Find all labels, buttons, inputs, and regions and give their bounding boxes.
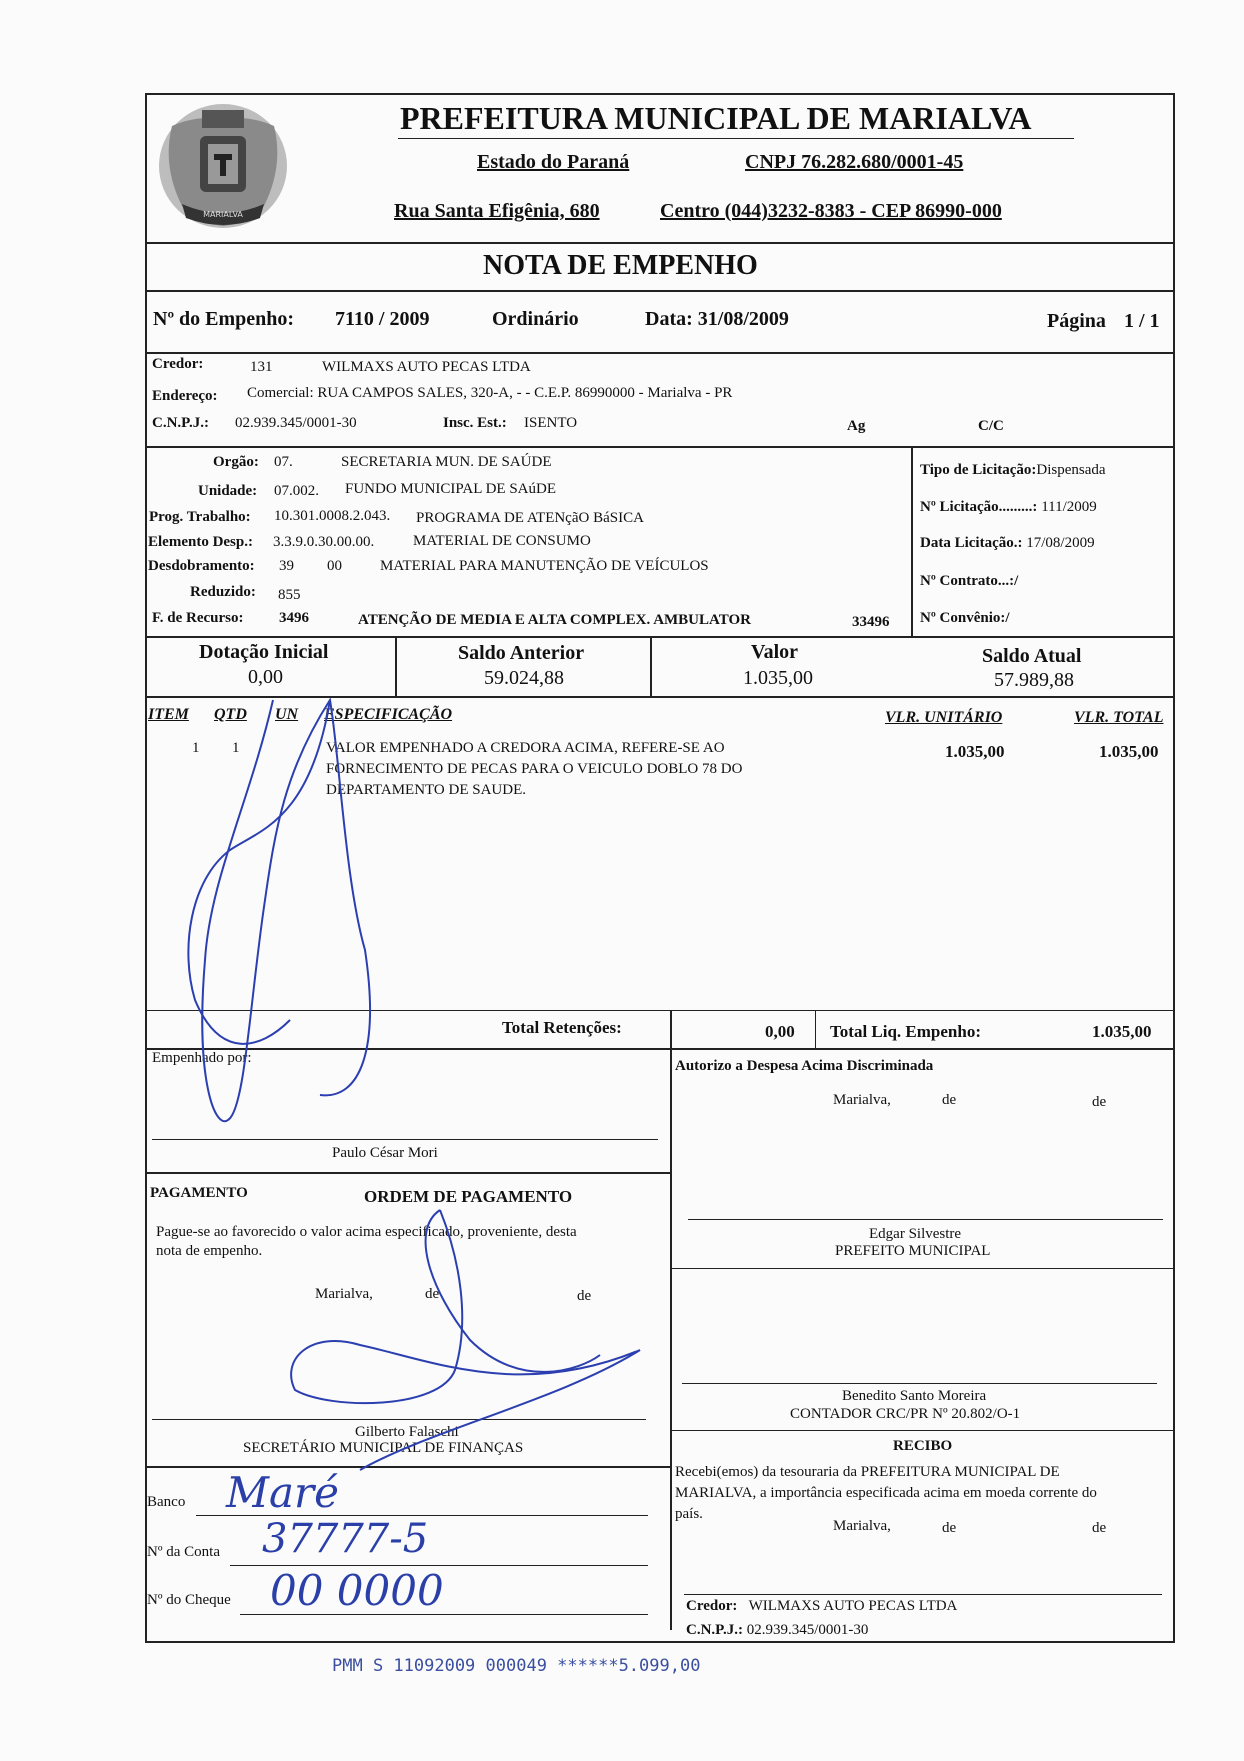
previous-balance-value: 59.024,88 [484,667,564,689]
creditor-code: 131 [250,359,273,375]
net-total-label: Total Liq. Empenho: [830,1022,981,1041]
secretary-name: Gilberto Falaschi [355,1424,459,1440]
convenio-number: Nº Convênio:/ [920,610,1010,626]
page-label: Página [1047,310,1106,332]
payment-de: de [425,1286,440,1302]
current-balance-value: 57.989,88 [994,669,1074,691]
receipt-label: RECIBO [893,1438,953,1454]
reduzido-code: 855 [278,587,301,603]
col-item: ITEM [148,706,189,723]
creditor-address: Comercial: RUA CAMPOS SALES, 320-A, - - C.E.P. 86990000 - Marialva - PR [247,385,733,401]
page-title: PREFEITURA MUNICIPAL DE MARIALVA [400,100,1032,136]
creditor-cnpj: 02.939.345/0001-30 [235,415,357,431]
desdobramento-desc: MATERIAL PARA MANUTENÇÃO DE VEÍCULOS [380,558,709,574]
element-label: Elemento Desp.: [148,534,253,550]
receipt-cnpj: C.N.P.J.: 02.939.345/0001-30 [686,1622,869,1638]
issued-by-name: Paulo César Mori [332,1145,438,1161]
orgao-label: Orgão: [213,454,259,470]
authorize-de: de [942,1092,957,1108]
dotacao-initial-value: 0,00 [248,666,283,688]
signature-line [688,1219,1163,1220]
amount-value: 1.035,00 [743,667,813,689]
empenho-date: Data: 31/08/2009 [645,308,789,330]
account-label: C/C [978,418,1004,434]
desdobramento-label: Desdobramento: [148,558,255,574]
recurso-full-code: 33496 [852,614,890,630]
divider [145,1048,1175,1050]
divider [911,446,913,636]
orgao-desc: SECRETARIA MUN. DE SAÚDE [341,454,552,470]
amount-label: Valor [751,641,799,663]
licitacao-number: Nº Licitação.........: 111/2009 [920,499,1097,515]
unidade-desc: FUNDO MUNICIPAL DE SAúDE [345,481,556,497]
payment-city: Marialva, [315,1286,373,1302]
account-number-label: Nº da Conta [147,1544,220,1560]
prog-desc: PROGRAMA DE ATENçãO BáSICA [416,510,644,526]
accountant-title: CONTADOR CRC/PR Nº 20.802/O-1 [790,1406,1021,1422]
current-balance-label: Saldo Atual [982,645,1082,667]
col-qtd: QTD [214,706,247,723]
retentions-value: 0,00 [765,1022,795,1041]
licitacao-type: Tipo de Licitação:Dispensada [920,462,1106,478]
divider [650,636,652,696]
receipt-city: Marialva, [833,1518,891,1534]
divider [145,1010,1175,1011]
divider [145,290,1175,292]
authorize-label: Autorizo a Despesa Acima Discriminada [675,1058,934,1074]
payment-de: de [577,1288,592,1304]
bank-handwritten: Maré [226,1468,339,1517]
dotacao-initial-label: Dotação Inicial [199,641,329,663]
divider [670,1430,1175,1431]
col-total: VLR. TOTAL [1074,709,1164,726]
authorize-city: Marialva, [833,1092,891,1108]
divider [145,446,1175,448]
address-rest: Centro (044)3232-8383 - CEP 86990-000 [660,200,1002,222]
street-address: Rua Santa Efigênia, 680 [394,200,600,222]
payment-text-line: nota de empenho. [156,1243,263,1259]
divider [670,1268,1175,1269]
issued-by-label: Empenhado por: [152,1050,252,1066]
receipt-de: de [942,1520,957,1536]
state-label: Estado do Paraná [477,151,630,173]
check-handwritten: 00 0000 [270,1566,444,1615]
receipt-text-line: MARIALVA, a importância especificada acima em moeda corrente do [675,1485,1097,1501]
divider [145,696,1175,698]
divider [145,1466,670,1468]
recurso-label: F. de Recurso: [152,610,244,626]
bank-label: Banco [147,1494,186,1510]
signature-line [152,1139,658,1140]
divider [815,1010,816,1048]
state-registration-label: Insc. Est.: [443,415,507,431]
secretary-title: SECRETÁRIO MUNICIPAL DE FINANÇAS [243,1440,524,1456]
mayor-name: Edgar Silvestre [869,1226,962,1242]
check-number-label: Nº do Cheque [147,1592,231,1608]
receipt-text-line: Recebi(emos) da tesouraria da PREFEITURA MUNICIPAL DE [675,1464,1060,1480]
divider [145,1172,670,1174]
divider [395,636,397,696]
signature-line [684,1594,1162,1595]
col-unit: VLR. UNITÁRIO [885,709,1003,726]
recurso-code: 3496 [279,610,309,626]
payment-order-label: ORDEM DE PAGAMENTO [364,1187,573,1206]
orgao-code: 07. [274,454,293,470]
element-desc: MATERIAL DE CONSUMO [413,533,591,549]
item-spec-line: VALOR EMPENHADO A CREDORA ACIMA, REFERE-SE AO [326,740,725,756]
prog-code: 10.301.0008.2.043. [274,508,391,524]
mayor-title: PREFEITO MUNICIPAL [835,1243,991,1259]
account-handwritten: 37777-5 [262,1516,429,1562]
net-total-value: 1.035,00 [1092,1022,1152,1041]
col-espec: ESPECIFICAÇÃO [324,706,453,723]
empenho-type: Ordinário [492,308,579,330]
svg-text:MARIALVA: MARIALVA [203,210,243,219]
signature-line [152,1419,646,1420]
unidade-code: 07.002. [274,483,319,499]
agency-label: Ag [847,418,866,434]
cashier-stamp: PMM S 11092009 000049 ******5.099,00 [332,1656,701,1676]
address-label: Endereço: [152,388,218,404]
item-total-value: 1.035,00 [1099,742,1159,761]
item-spec-line: FORNECIMENTO DE PECAS PARA O VEICULO DOBLO 78 DO [326,761,743,777]
recurso-desc: ATENÇÃO DE MEDIA E ALTA COMPLEX. AMBULATOR [358,612,751,628]
licitacao-date: Data Licitação.: 17/08/2009 [920,535,1095,551]
state-registration: ISENTO [524,415,578,431]
cnpj-label: C.N.P.J.: [152,415,209,431]
item-spec-line: DEPARTAMENTO DE SAUDE. [326,782,526,798]
title-underline [398,138,1074,139]
unidade-label: Unidade: [198,483,258,499]
previous-balance-label: Saldo Anterior [458,642,585,664]
cnpj-header: CNPJ 76.282.680/0001-45 [745,151,964,173]
creditor-name: WILMAXS AUTO PECAS LTDA [322,359,531,375]
reduzido-label: Reduzido: [190,584,256,600]
creditor-label: Credor: [152,356,204,372]
receipt-creditor: Credor: WILMAXS AUTO PECAS LTDA [686,1598,958,1614]
element-code: 3.3.9.0.30.00.00. [273,534,375,550]
divider [145,242,1175,244]
desdobramento-code: 39 [279,558,294,574]
divider [145,636,1175,638]
prog-label: Prog. Trabalho: [149,509,251,525]
retentions-label: Total Retenções: [502,1018,622,1037]
payment-text-line: Pague-se ao favorecido o valor acima especificado, proveniente, desta [156,1224,577,1240]
col-un: UN [275,706,299,723]
payment-label: PAGAMENTO [150,1185,248,1201]
contract-number: Nº Contrato...:/ [920,573,1019,589]
page-number: 1 / 1 [1124,310,1160,332]
empenho-number: 7110 / 2009 [335,308,430,330]
authorize-de: de [1092,1094,1107,1110]
receipt-de: de [1092,1520,1107,1536]
divider [670,1010,672,1630]
item-qtd: 1 [232,740,240,756]
item-unit-value: 1.035,00 [945,742,1005,761]
item-number: 1 [192,740,200,756]
signature-line [682,1383,1157,1384]
empenho-number-label: Nº do Empenho: [153,308,295,330]
document-title: NOTA DE EMPENHO [483,250,758,281]
accountant-name: Benedito Santo Moreira [842,1388,987,1404]
desdobramento-sub: 00 [327,558,342,574]
receipt-text-line: país. [675,1506,703,1522]
coat-of-arms-logo [152,96,294,236]
divider [145,352,1175,354]
